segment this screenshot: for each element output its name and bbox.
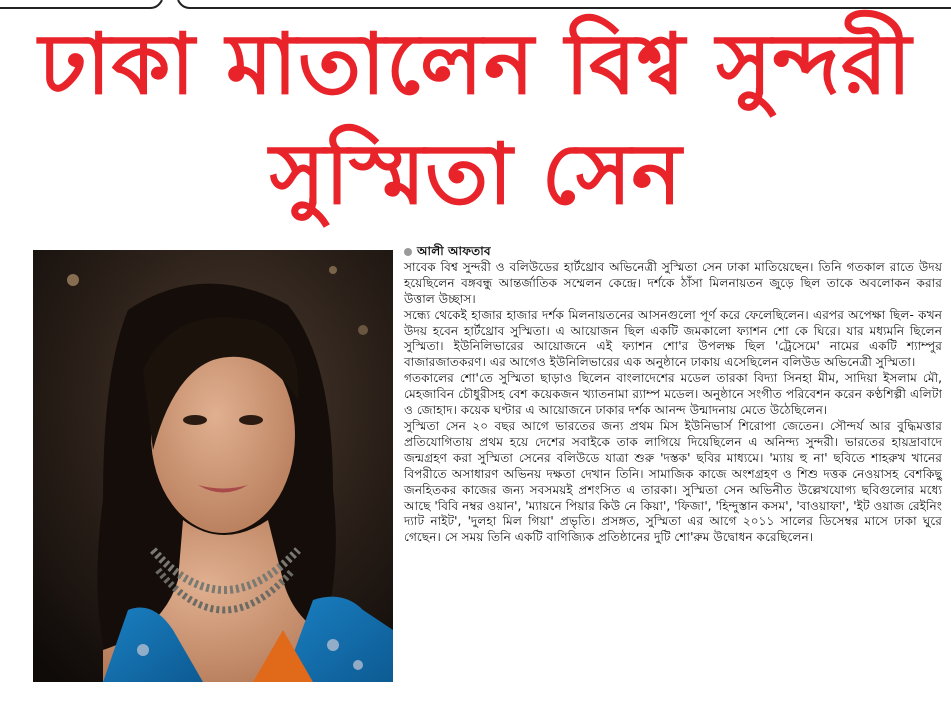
article-body [404,244,942,546]
bullet-icon [404,248,412,256]
headline-line-2: সুস্মিতা সেন [269,125,682,223]
article-photo [33,250,393,682]
headline-line-1: ঢাকা মাতালেন বিশ্ব সুন্দরী [38,15,913,113]
author-name: আলী আফতাব [417,244,491,258]
article-paragraph: সন্ধ্যে থেকেই হাজার হাজার দর্শক মিলনায়তনের আসনগুলো পূর্ণ করে ফেলেছিলেন। এরপর অপেক্ষা ছিল- কখন উদয় হবেন হার্টথ্রোব সুস্মিতা। এ আয়োজন ছিল একটি জমকালো ফ্যাশন শো কে ঘিরে। যার মধ্যমনি ছিলেন সুস্মিতা। ইউনিলিভারের আয়োজনে এই ফ্যাশন শো'র উপলক্ষ ছিল 'ট্রেসেমে' নামের একটি শ্যাম্পুর বাজারজাতকরণ। এর আগেও ইউনিলিভারের এক অনুষ্ঠানে ঢাকায় এসেছিলেন বলিউড অভিনেত্রী সুস্মিতা। [404,307,942,370]
article-paragraph: গতকালের শো'তে সুস্মিতা ছাড়াও ছিলেন বাংলাদেশের মডেল তারকা বিদ্যা সিনহা মীম, সাদিয়া ইসলাম মৌ, মেহজাবিন চৌধুরীসহ বেশ কয়েকজন খ্যাতনামা র‍্যাম্প মডেল। অনুষ্ঠানে সংগীত পরিবেশন করেন কণ্ঠশিল্পী এলিটা ও জোহাদ। কয়েক ঘণ্টার এ আয়োজনে ঢাকার দর্শক আনন্দ উন্মাদনায় মেতে উঠেছিলেন। [404,371,942,418]
top-border-decoration [0,0,951,12]
article-paragraph: সুস্মিতা সেন ২০ বছর আগে ভারতের জন্য প্রথম মিস ইউনিভার্স শিরোপা জেতেন। সৌন্দর্য আর বুদ্ধিমত্তার প্রতিযোগিতায় প্রথম হয়ে দেশের সবাইকে তাক লাগিয়ে দিয়েছিলেন এ অনিন্দ্য সুন্দরী। ভারতের হায়দ্রাবাদে জন্মগ্রহণ করা সুস্মিতা সেনের বলিউডে যাত্রা শুরু 'দস্তক' ছবির মাধ্যমে। 'ম্যায় হু না' ছবিতে শাহরুখ খানের বিপরীতে অসাধারণ অভিনয় দক্ষতা দেখান তিনি। সামাজিক কাজে অংশগ্রহণ ও শিশু দত্তক নেওয়াসহ বেশকিছু জনহিতকর কাজের জন্য সবসময়ই প্রশংসিত এ তারকা। সুস্মিতা সেন অভিনীত উল্লেখযোগ্য ছবিগুলোর মধ্যে আছে 'বিবি নম্বর ওয়ান', 'ম্যায়নে পিয়ার কিউ নে কিয়া', 'ফিজা', 'হিন্দুস্তান কসম', 'বাওয়াফা', 'ইট ওয়াজ রেইনিং দ্যাট নাইট', 'দুলহা মিল গিয়া' প্রভৃতি। প্রসঙ্গত, সুস্মিতা এর আগে ২০১১ সালের ডিসেম্বর মাসে ঢাকা ঘুরে গেছেন। সে সময় তিনি একটি বাণিজ্যিক প্রতিষ্ঠানের দুটি শো'রুম উদ্বোধন করেছিলেন। [404,418,942,545]
article-paragraph: সাবেক বিশ্ব সুন্দরী ও বলিউডের হার্টথ্রোব অভিনেত্রী সুস্মিতা সেন ঢাকা মাতিয়েছেন। তিনি গতকাল রাতে উদয় হয়েছিলেন বঙ্গবন্ধু আন্তর্জাতিক সম্মেলন কেন্দ্রে। দর্শকে ঠাঁসা মিলনায়তন জুড়ে ছিল তাকে অবলোকন করার উত্তাল উচ্ছাস। [404,259,942,306]
byline [404,244,942,260]
